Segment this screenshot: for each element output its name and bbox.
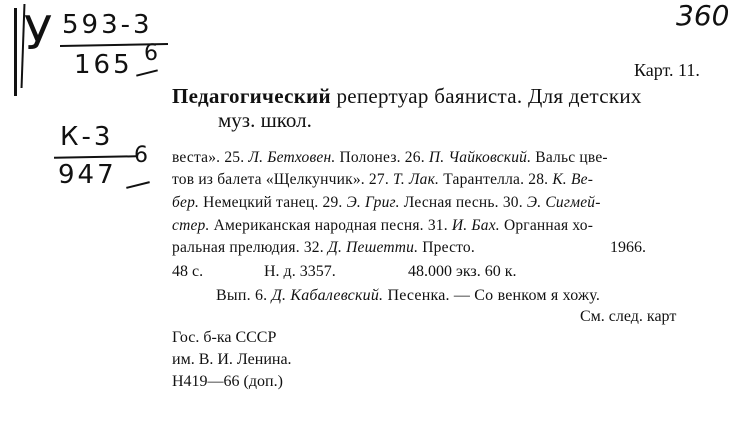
text-segment: Вып. 6. — [216, 287, 272, 304]
text-segment: ральная прелюдия. 32. — [172, 239, 328, 256]
library-line-2: им. В. И. Ленина. — [172, 351, 292, 368]
italic-author: Д. Пешетти. — [327, 239, 419, 256]
text-segment: Полонез. 26. — [335, 149, 429, 166]
text-segment: Лесная песнь. 30. — [399, 194, 527, 211]
text-segment: тов из балета «Щелкунчик». 27. — [172, 171, 393, 188]
contents-line — [172, 238, 475, 258]
handwritten-number: 360 — [676, 0, 730, 32]
handwritten-superscript-top: 6 — [144, 41, 158, 66]
italic-author: П. Чайковский. — [428, 149, 532, 166]
handwritten-superscript-bottom: 6 — [134, 143, 148, 168]
handwritten-shelf2-top: К-3 — [60, 122, 114, 152]
pages: 48 с. — [172, 263, 204, 280]
publisher-number: Н. д. 3357. — [264, 263, 336, 280]
text-segment: Американская народная песня. 31. — [209, 217, 452, 234]
superscript-underline-bottom — [126, 181, 150, 189]
text-segment: Тарантелла. 28. — [439, 171, 553, 188]
text-segment: Немецкий танец. 29. — [199, 194, 347, 211]
year: 1966. — [610, 239, 646, 256]
italic-author: Д. Кабалевский. — [271, 287, 384, 304]
italic-author: Т. Лак. — [392, 171, 440, 188]
handwritten-shelf2-bottom: 947 — [58, 160, 117, 190]
italic-author: И. Бах. — [451, 217, 500, 234]
title-line2: муз. школ. — [218, 108, 312, 132]
handwritten-letter: У — [24, 6, 53, 60]
italic-author: К. Ве- — [552, 171, 594, 188]
copies-price: 48.000 экз. 60 к. — [408, 263, 517, 280]
text-segment: Престо. — [418, 239, 475, 256]
title — [172, 84, 642, 108]
text-segment: Органная хо- — [499, 217, 594, 234]
see-next-card: См. след. карт — [580, 308, 677, 325]
card-number: Карт. 11. — [634, 60, 700, 80]
handwritten-shelf-bottom: 165 — [74, 50, 133, 80]
italic-author: бер. — [172, 194, 200, 211]
contents-line — [172, 148, 608, 168]
shelf2-fraction-line — [54, 155, 136, 158]
title-bold: Педагогический — [172, 84, 331, 108]
title-rest: репертуар баяниста. Для детских — [336, 84, 642, 108]
italic-author: Э. Сигмей- — [526, 194, 601, 211]
handwritten-shelf-top: 593-3 — [62, 10, 153, 40]
issue-line — [216, 286, 600, 306]
contents-line — [172, 193, 601, 213]
contents-line — [172, 170, 593, 190]
vertical-stroke-1 — [14, 8, 17, 96]
contents-line — [172, 216, 593, 236]
text-segment: Песенка. — Со венком я хожу. — [383, 287, 601, 304]
text-segment: веста». 25. — [172, 149, 249, 166]
italic-author: Э. Григ. — [346, 194, 400, 211]
library-line-1: Гос. б-ка СССР — [172, 329, 277, 346]
text-segment: Вальс цве- — [531, 149, 608, 166]
library-line-3: Н419—66 (доп.) — [172, 373, 283, 390]
italic-author: стер. — [172, 217, 210, 234]
superscript-underline-top — [136, 69, 158, 76]
italic-author: Л. Бетховен. — [248, 149, 336, 166]
